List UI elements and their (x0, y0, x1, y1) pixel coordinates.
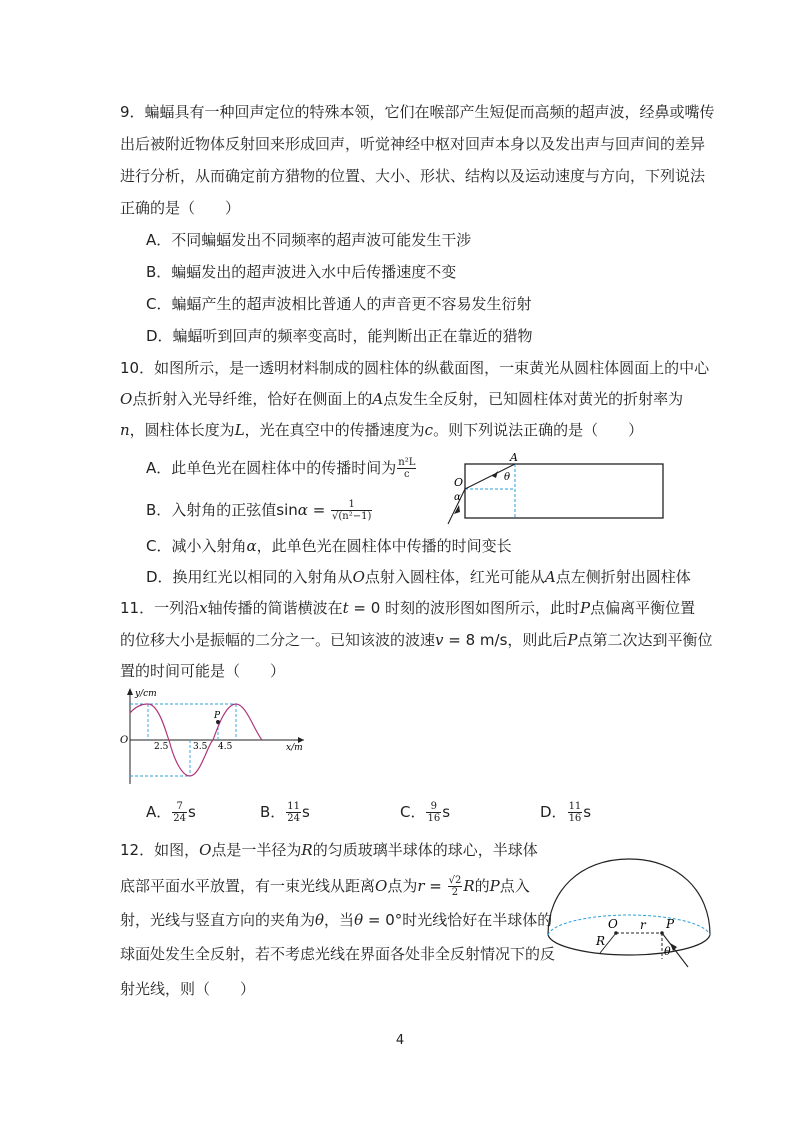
q11-option-b: B． $\frac{11}{24}$ s (260, 801, 310, 824)
q12-fraction: $\frac{√2}{2}$ (448, 875, 462, 898)
q9-option-b: B．蝙蝠发出的超声波进入水中后传播速度不变 (146, 263, 457, 281)
q10-cylinder-figure (440, 452, 670, 534)
origin-label: O (120, 735, 129, 746)
q10-line-3: n，圆柱体长度为L，光在真空中的传播速度为c。则下列说法正确的是（ ） (120, 421, 644, 439)
cylinder-rect (465, 464, 663, 518)
page-number: 4 (395, 1033, 405, 1048)
base-back (548, 915, 710, 935)
q11-option-a: A． $\frac{7}{24}$ s (146, 801, 196, 824)
q9-option-c: C．蝙蝠产生的超声波相比普通人的声音更不容易发生衍射 (146, 295, 532, 313)
q12-hemisphere-figure (540, 855, 720, 970)
q10-line-1: 10．如图所示，是一透明材料制成的圆柱体的纵截面图，一束黄光从圆柱体圆面上的中心 (120, 359, 710, 377)
q12-line-1: 12．如图，O点是一半径为R的匀质玻璃半球体的球心，半球体 (120, 841, 538, 859)
q11-wave-graph (118, 686, 308, 786)
q12-line-2: 底部平面水平放置，有一束光线从距离O点为r = $\frac{√2}{2}$ R的P点入 (120, 875, 530, 898)
tick-4-5: 4.5 (218, 742, 233, 752)
point-P (660, 931, 664, 935)
base-front (548, 935, 710, 955)
q10-option-a: A．此单色光在圆柱体中的传播时间为 $\frac{\text{n²L}}{c}$ (146, 457, 416, 480)
point-O (614, 931, 618, 935)
label-r: r (640, 918, 646, 932)
y-label: y/cm (135, 689, 157, 699)
q10-option-a-fraction: $\frac{\text{n²L}}{c}$ (398, 457, 416, 480)
q10-line-2: O点折射入光导纤维，恰好在侧面上的A点发生全反射，已知圆柱体对黄光的折射率为 (120, 390, 684, 408)
q11-line-2: 的位移大小是振幅的二分之一。已知该波的波速v = 8 m/s，则此后P点第二次达到平衡位 (120, 631, 713, 649)
point-P-label: P (214, 711, 221, 721)
tick-3-5: 3.5 (193, 742, 208, 752)
y-axis-arrow (127, 688, 133, 695)
label-alpha: α (454, 492, 461, 503)
q10-option-d: D．换用红光以相同的入射角从O点射入圆柱体，红光可能从A点左侧折射出圆柱体 (146, 568, 691, 586)
label-A: A (510, 452, 518, 464)
q10-option-c: C．减小入射角α，此单色光在圆柱体中传播的时间变长 (146, 537, 512, 555)
q11-line-3: 置的时间可能是（ ） (120, 662, 286, 680)
q9-option-d: D．蝙蝠听到回声的频率变高时，能判断出正在靠近的猎物 (146, 327, 533, 345)
q9-line-4: 正确的是（ ） (120, 199, 241, 217)
q11-line-1: 11．一列沿x轴传播的简谐横波在t = 0 时刻的波形图如图所示，此时P点偏离平衡位置 (120, 599, 696, 617)
q9-line-2: 出后被附近物体反射回来形成回声，听觉神经中枢对回声本身以及发出声与回声间的差异 (120, 135, 706, 153)
hemisphere-dome (548, 859, 710, 935)
label-theta: θ (664, 945, 671, 958)
label-P: P (666, 917, 675, 931)
light-ray-arrow (670, 943, 677, 951)
x-label: x/m (286, 743, 303, 753)
label-R: R (596, 934, 606, 948)
q9-line-1: 9．蝙蝠具有一种回声定位的特殊本领，它们在喉部产生短促而高频的超声波，经鼻或嘴传 (120, 103, 715, 121)
label-O: O (454, 476, 464, 489)
q9-option-a: A．不同蝙蝠发出不同频率的超声波可能发生干涉 (146, 231, 472, 249)
q10-option-b-fraction: $\frac{1}{\text{√(n²−1)}}$ (332, 499, 372, 522)
q11-option-d: D． $\frac{11}{16}$ s (540, 801, 592, 824)
q12-line-3: 射，光线与竖直方向的夹角为θ，当θ = 0°时光线恰好在半球体的 (120, 911, 553, 929)
q12-line-4: 球面处发生全反射，若不考虑光线在界面各处非全反射情况下的反 (120, 945, 556, 963)
q9-line-3: 进行分析，从而确定前方猎物的位置、大小、形状、结构以及运动速度与方向，下列说法 (120, 167, 706, 185)
q12-line-5: 射光线，则（ ） (120, 980, 256, 998)
q11-option-c: C． $\frac{9}{16}$ s (400, 801, 451, 824)
label-theta: θ (504, 472, 511, 483)
tick-2-5: 2.5 (154, 742, 169, 752)
q10-option-b: B．入射角的正弦值sinα = $\frac{1}{\text{√(n²−1)}}$ (146, 499, 372, 522)
label-O: O (608, 917, 618, 931)
